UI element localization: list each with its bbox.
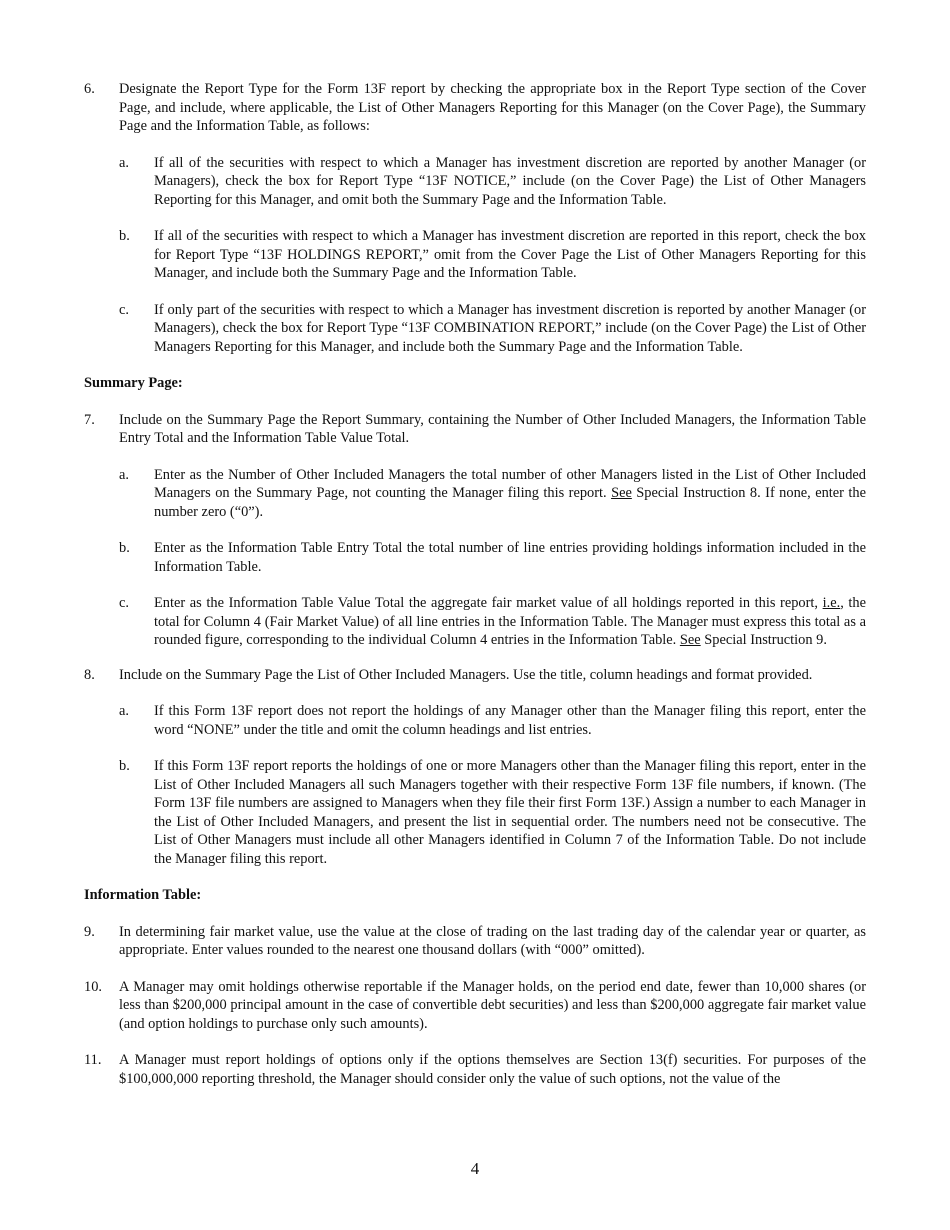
item-text: A Manager must report holdings of options only if the options themselves are Section 13(f) securities. For purposes of the $100,000,000 reporting threshold, the Manager should consider only the value of such options, not the value of the bbox=[119, 1052, 866, 1087]
see-reference: See bbox=[679, 632, 701, 648]
instruction-7b bbox=[84, 539, 866, 576]
sub-item-letter: b. bbox=[119, 758, 130, 774]
item-number: 8. bbox=[84, 666, 95, 683]
page-number: 4 bbox=[470, 1159, 480, 1178]
sub-item-text: If all of the securities with respect to which a Manager has investment discretion are reported by another Manager (or Managers), check the box for Report Type “13F NOTICE,” include (on the Cover Page) the List of Other Managers Reporting for this Manager, and omit both the Summary Page and the Information Table. bbox=[154, 154, 866, 208]
sub-item-text bbox=[154, 595, 866, 648]
sub-item-text: Enter as the Information Table Entry Total the total number of line entries providing holdings information included in the Information Table. bbox=[154, 540, 866, 575]
item-number: 6. bbox=[84, 81, 95, 97]
sub-item-letter: b. bbox=[119, 228, 130, 244]
text-segment: Enter as the Number of Other Included Managers the total number of other Managers listed in the List of Other Included Managers on the Summary Page, not counting the Manager filing this report. bbox=[154, 466, 866, 501]
sub-item-letter: a. bbox=[119, 154, 129, 171]
item-number: 11. bbox=[84, 1052, 102, 1068]
see-reference: See bbox=[611, 485, 632, 501]
instruction-7 bbox=[84, 411, 866, 448]
document-body bbox=[84, 80, 866, 1088]
instruction-6c bbox=[84, 301, 866, 357]
information-table-heading: Information Table: bbox=[84, 887, 202, 903]
sub-item-letter: c. bbox=[119, 301, 129, 318]
sub-item-text bbox=[154, 467, 866, 520]
instruction-8 bbox=[84, 666, 866, 685]
item-text: A Manager may omit holdings otherwise reportable if the Manager holds, on the period end date, fewer than 10,000 shares (or less than $200,000 principal amount in the case of convertible debt securities) and less than $200,000 aggregate fair market value (and option holdings to purchase only such amounts). bbox=[119, 978, 866, 1032]
item-text: Include on the Summary Page the List of Other Included Managers. Use the title, column headings and format provided. bbox=[119, 666, 813, 683]
instruction-11 bbox=[84, 1051, 866, 1088]
sub-item-text: If this Form 13F report does not report the holdings of any Manager other than the Manager filing this report, enter the word “NONE” under the title and omit the column headings and list entries. bbox=[154, 703, 866, 738]
sub-item-text: If only part of the securities with respect to which a Manager has investment discretion is reported by another Manager (or Managers), check the box for Report Type “13F COMBINATION REPORT,” include (on the Cover Page) the List of Other Managers Reporting for this Manager, and include both the Summary Page and the Information Table. bbox=[154, 301, 866, 355]
item-number: 10. bbox=[84, 978, 102, 995]
item-text: In determining fair market value, use the value at the close of trading on the last trading day of the calendar year or quarter, as appropriate. Enter values rounded to the nearest one thousand dollars (with “000” omitted). bbox=[119, 923, 866, 958]
text-segment: Special Instruction 9. bbox=[700, 632, 827, 648]
text-segment: , the total for Column 4 (Fair Market Value) of all line entries in the Information Table. The Manager must express this total as a rounded figure, corresponding to the individual Column 4 entries in the Information Table. bbox=[154, 595, 866, 648]
sub-item-letter: c. bbox=[119, 595, 129, 611]
instruction-6a bbox=[84, 154, 866, 210]
instruction-7c bbox=[84, 594, 866, 650]
item-text: Include on the Summary Page the Report Summary, containing the Number of Other Included Managers, the Information Table Entry Total and the Information Table Value Total. bbox=[119, 411, 866, 446]
sub-item-letter: a. bbox=[119, 466, 129, 483]
sub-item-text: If this Form 13F report reports the holdings of one or more Managers other than the Manager filing this report, enter in the List of Other Included Managers all such Managers together with their respective Form 13F file numbers, if known. (The Form 13F file numbers are assigned to Managers when they file their first Form 13F.) Assign a number to each Manager in the List of Other Included Managers, and present the list in sequential order. The numbers need not be consecutive. The List of Other Managers must include all other Managers identified in Column 7 of the Information Table. Do not include the Manager filing this report. bbox=[154, 758, 866, 867]
item-number: 7. bbox=[84, 411, 95, 428]
summary-page-heading: Summary Page: bbox=[84, 375, 183, 391]
item-text: Designate the Report Type for the Form 13F report by checking the appropriate box in the Report Type section of the Cover Page, and include, where applicable, the List of Other Managers Reporting for this Manager (on the Cover Page), the Summary Page and the Information Table, as follows: bbox=[119, 81, 866, 134]
sub-item-letter: a. bbox=[119, 703, 129, 719]
ie-abbreviation: i.e. bbox=[822, 595, 841, 611]
sub-item-text: If all of the securities with respect to which a Manager has investment discretion are reported in this report, check the box for Report Type “13F HOLDINGS REPORT,” omit from the Cover Page the List of Other Managers Reporting for this Manager, and include both the Summary Page and the Information Table. bbox=[154, 228, 866, 281]
instruction-6 bbox=[84, 80, 866, 136]
sub-item-letter: b. bbox=[119, 540, 130, 556]
instruction-6b bbox=[84, 227, 866, 283]
instruction-9 bbox=[84, 923, 866, 960]
instruction-10 bbox=[84, 978, 866, 1034]
instruction-8b bbox=[84, 757, 866, 868]
item-number: 9. bbox=[84, 923, 95, 940]
instruction-8a bbox=[84, 702, 866, 739]
text-segment: Enter as the Information Table Value Total the aggregate fair market value of all holdings reported in this report, bbox=[154, 595, 823, 611]
text-segment: Special Instruction 8. If none, enter the number zero (“0”). bbox=[154, 485, 866, 520]
instruction-7a bbox=[84, 466, 866, 522]
